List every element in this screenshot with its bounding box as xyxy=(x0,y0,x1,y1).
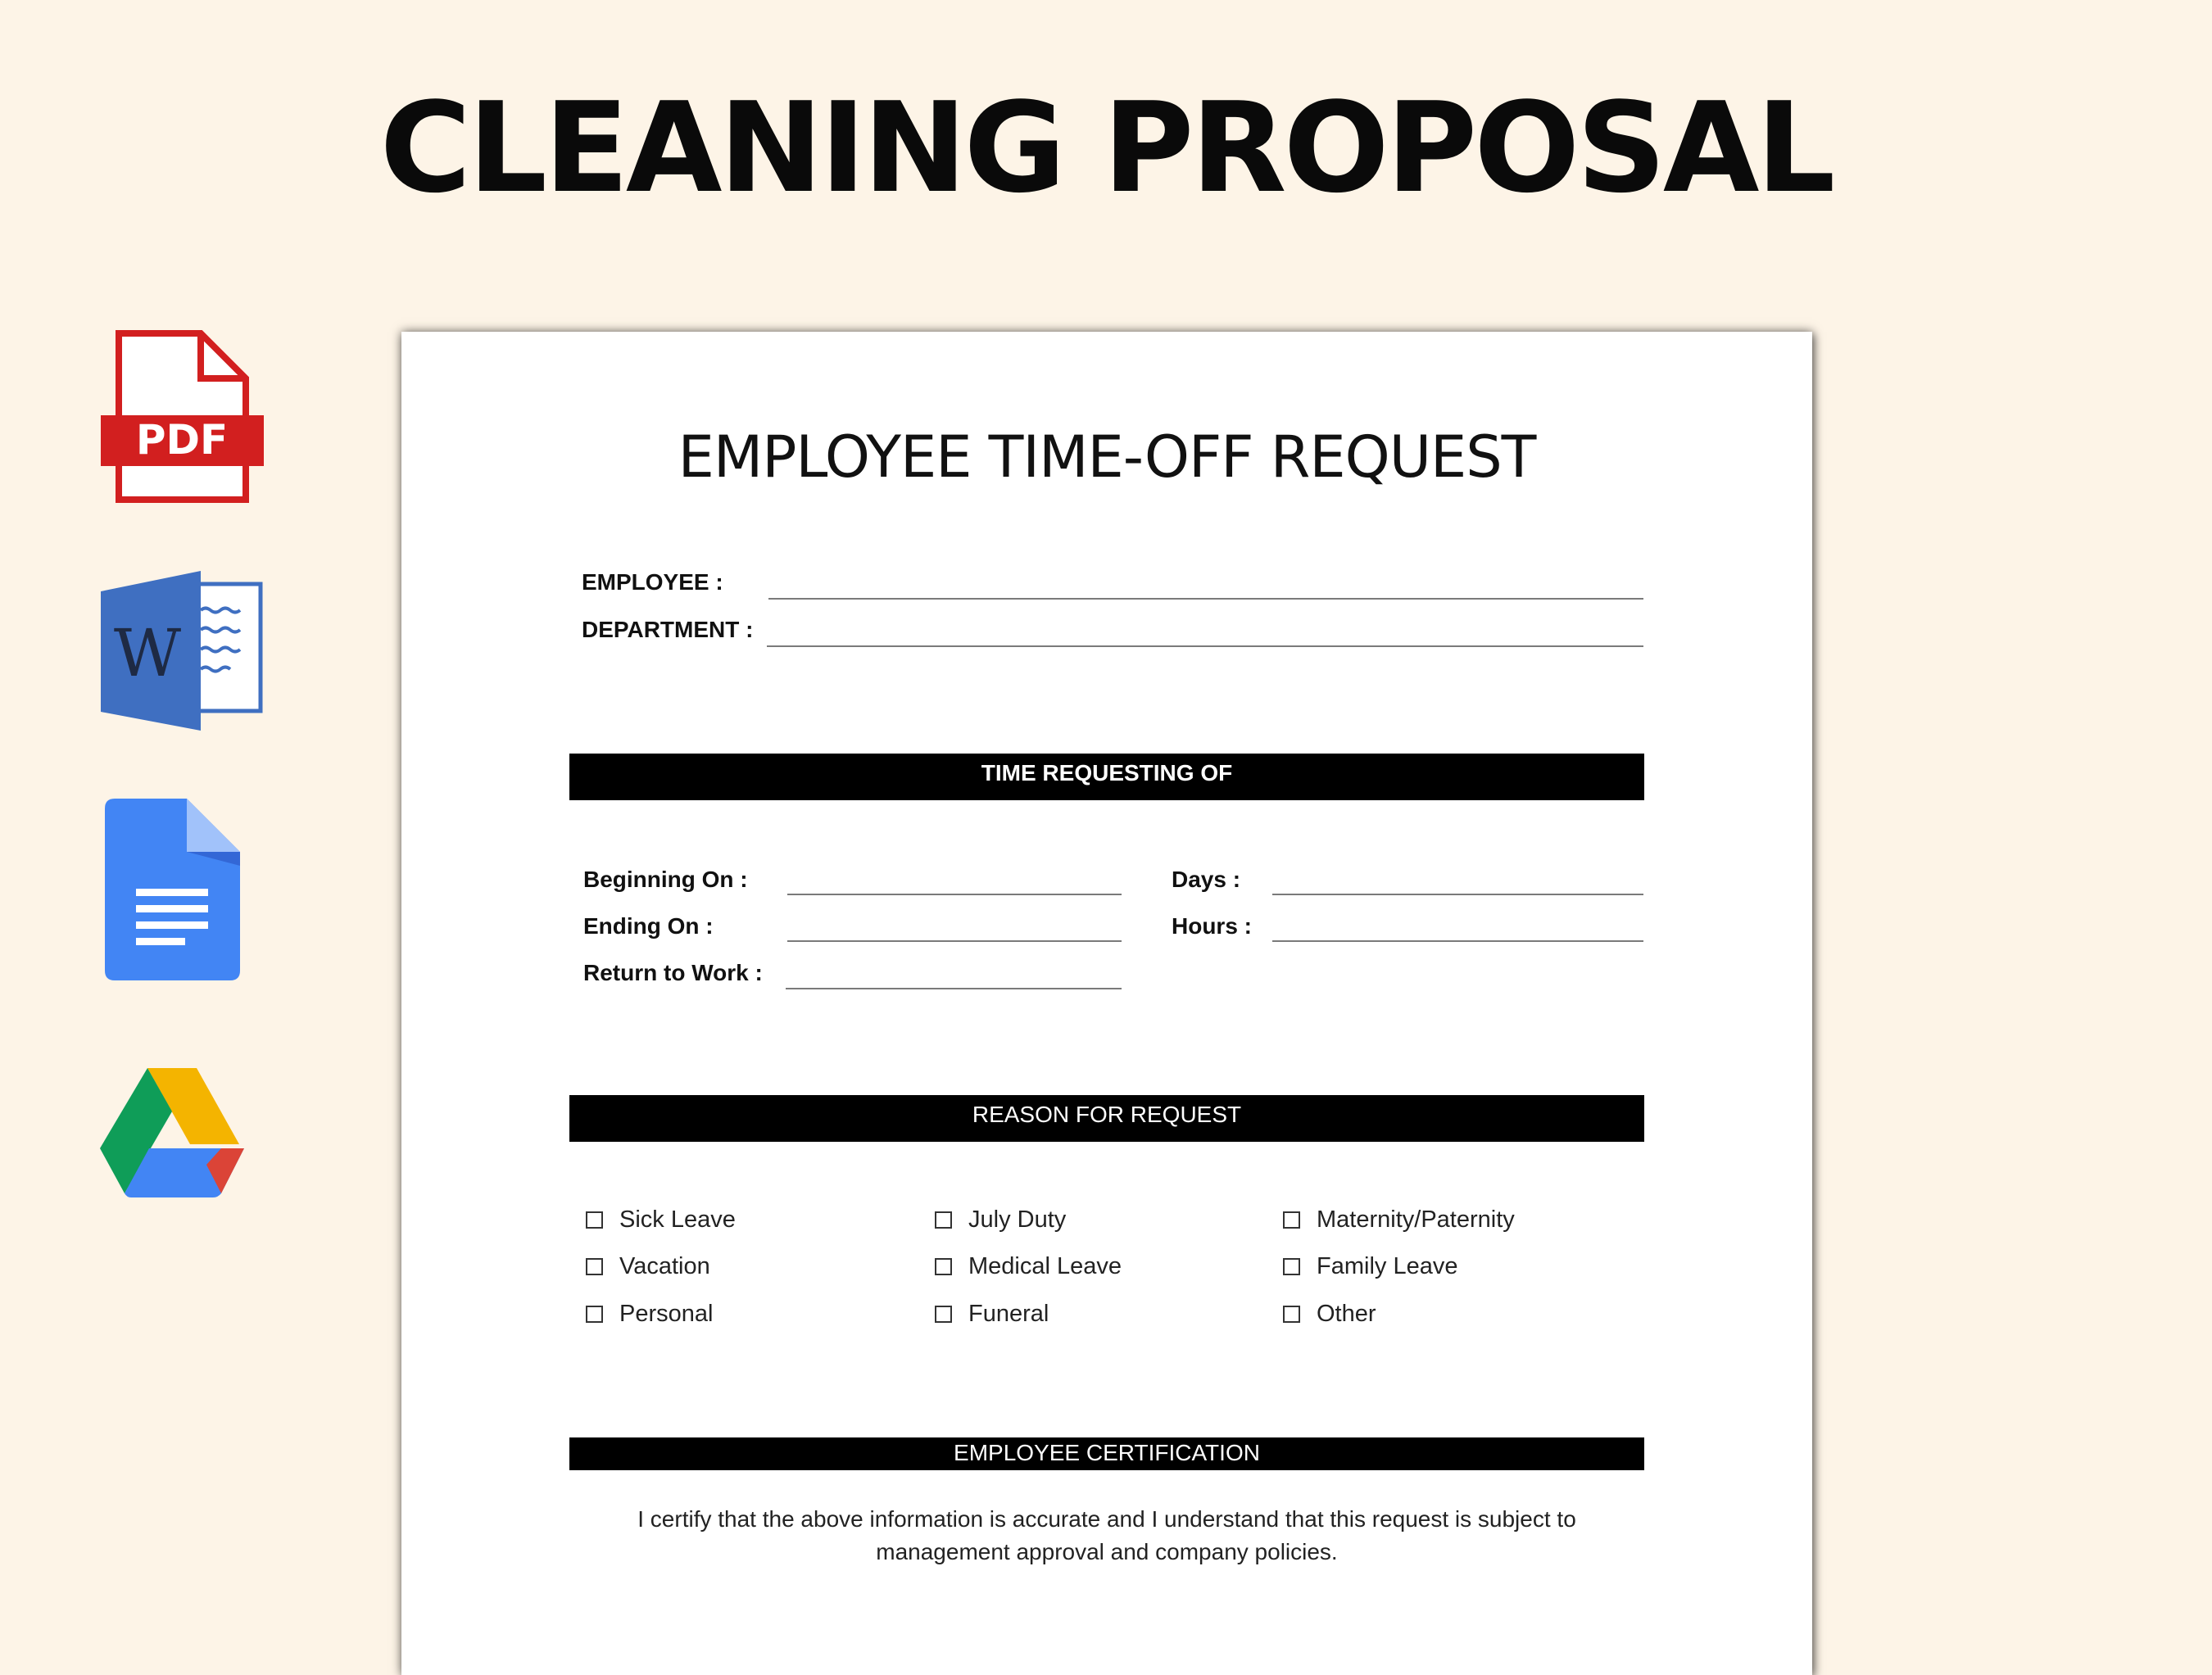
ending-on-field[interactable] xyxy=(787,940,1122,942)
checkbox-item[interactable] xyxy=(1283,1208,1515,1232)
option-label: Other xyxy=(1317,1301,1376,1327)
banner-title: CLEANING PROPOSAL xyxy=(379,75,1833,220)
checkbox[interactable] xyxy=(1283,1258,1300,1275)
employee-label: EMPLOYEE : xyxy=(582,569,723,595)
google-drive-icon xyxy=(98,1066,246,1199)
hours-field[interactable] xyxy=(1272,940,1643,942)
option-label: Maternity/Paternity xyxy=(1317,1206,1515,1233)
checkbox-item[interactable] xyxy=(586,1255,710,1279)
employee-certification-heading: EMPLOYEE CERTIFICATION xyxy=(954,1440,1260,1465)
checkbox-item[interactable] xyxy=(586,1208,736,1232)
department-field[interactable] xyxy=(767,645,1643,647)
department-label: DEPARTMENT : xyxy=(582,617,754,642)
beginning-on-label: Beginning On : xyxy=(583,867,748,892)
ending-on-label: Ending On : xyxy=(583,913,714,939)
checkbox[interactable] xyxy=(586,1258,603,1275)
checkbox-item[interactable] xyxy=(1283,1302,1376,1326)
checkbox[interactable] xyxy=(935,1211,952,1229)
document-title: EMPLOYEE TIME-OFF REQUEST xyxy=(678,423,1536,491)
time-requesting-header xyxy=(569,754,1644,800)
document-page xyxy=(401,332,1812,1675)
checkbox[interactable] xyxy=(935,1258,952,1275)
checkbox[interactable] xyxy=(1283,1211,1300,1229)
option-label: Medical Leave xyxy=(968,1253,1122,1279)
google-docs-icon xyxy=(105,799,240,980)
option-label: Vacation xyxy=(619,1253,710,1279)
pdf-icon xyxy=(98,329,266,505)
checkbox[interactable] xyxy=(1283,1306,1300,1323)
checkbox[interactable] xyxy=(586,1306,603,1323)
certification-text: I certify that the above information is accurate and I understand that this request is subject to management approval and company policies. xyxy=(637,1506,1576,1564)
reason-for-request-header xyxy=(569,1095,1644,1142)
days-field[interactable] xyxy=(1272,894,1643,895)
option-label: Sick Leave xyxy=(619,1206,736,1233)
option-label: July Duty xyxy=(968,1206,1067,1233)
employee-certification-header xyxy=(569,1437,1644,1470)
option-label: Family Leave xyxy=(1317,1253,1458,1279)
time-requesting-heading: TIME REQUESTING OF xyxy=(981,760,1233,785)
reason-for-request-heading: REASON FOR REQUEST xyxy=(972,1102,1242,1127)
word-icon xyxy=(98,571,266,733)
checkbox-item[interactable] xyxy=(586,1302,713,1326)
return-to-work-label: Return to Work : xyxy=(583,960,763,985)
checkbox[interactable] xyxy=(935,1306,952,1323)
employee-field[interactable] xyxy=(768,598,1643,600)
checkbox-item[interactable] xyxy=(935,1302,1049,1326)
option-label: Personal xyxy=(619,1301,714,1327)
days-label: Days : xyxy=(1172,867,1241,892)
word-icon-letter: W xyxy=(113,615,182,691)
checkbox[interactable] xyxy=(586,1211,603,1229)
checkbox-item[interactable] xyxy=(935,1255,1122,1279)
beginning-on-field[interactable] xyxy=(787,894,1122,895)
option-label: Funeral xyxy=(968,1301,1049,1327)
pdf-icon-label: PDF xyxy=(135,416,229,464)
checkbox-item[interactable] xyxy=(935,1208,1066,1232)
checkbox-item[interactable] xyxy=(1283,1255,1457,1279)
return-to-work-field[interactable] xyxy=(786,988,1122,989)
hours-label: Hours : xyxy=(1172,913,1252,939)
